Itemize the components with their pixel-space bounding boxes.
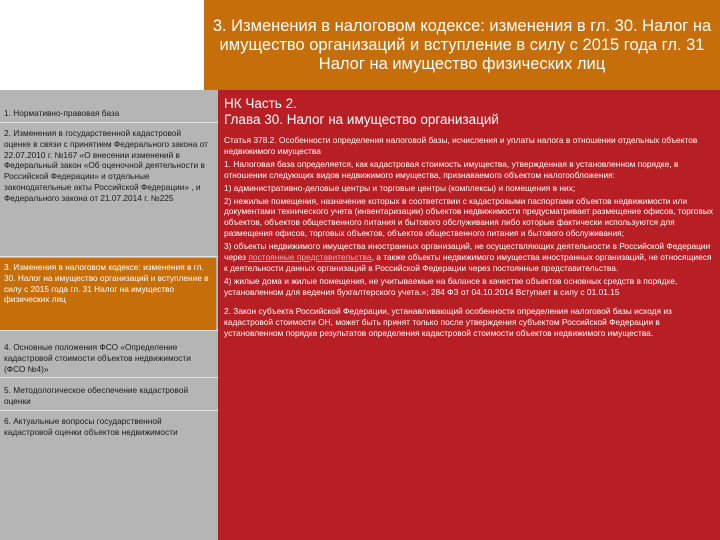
sidebar-item-current-issues[interactable]: 6. Актуальные вопросы государственной кадастровой оценки объектов недвижимости: [4, 416, 178, 437]
sidebar-item-legal-base[interactable]: 1. Нормативно-правовая база: [4, 108, 120, 118]
sidebar-item-tax-code-changes[interactable]: 3. Изменения в налоговом кодексе: изменения в гл. 30. Налог на имущество организаций и вступление в силу с 2015 года гл. 31 Налог на имущество физических лиц: [0, 258, 216, 330]
content-title-line1: НК Часть 2.: [224, 96, 297, 111]
header-banner: [204, 0, 720, 90]
sidebar-divider: [0, 122, 218, 123]
paragraph: 1. Налоговая база определяется, как кадастровая стоимость имущества, утвержденная в установленном порядке, в отношении следующих видов недвижимого имущества, признаваемого объектом налогообложения:: [224, 158, 679, 180]
text-segment: 3) объекты недвижимого имущества иностранных организаций, не осуществляющих деятельности в Российской Федерации через: [224, 241, 711, 263]
main-content: [218, 90, 720, 540]
paragraph: 2. Закон субъекта Российской Федерации, устанавливающий особенности определения налоговой базы исходя из кадастровой стоимости ОН, может быть принят только после утверждения субъектом Российской Федерации в установленном порядке результатов определения кадастровой стоимости объектов недвижимого имущества.: [224, 305, 672, 338]
paragraph: 4) жилые дома и жилые помещения, не учитываемые на балансе в качестве объектов основных средств в порядке, установленном для ведения бухгалтерского учета.»; 284 ФЗ от 04.10.2014 Вступает в силу с 01.01.15: [224, 275, 678, 297]
content-title-line2: Глава 30. Налог на имущество организаций: [224, 112, 499, 127]
sidebar-divider: [0, 377, 218, 378]
sidebar-divider: [0, 410, 218, 411]
header-spacer: [0, 0, 204, 90]
paragraph: 2) нежилые помещения, назначение которых в соответствии с кадастровыми паспортами объектов недвижимости или документами технического учета (инвентаризации) объектов недвижимости предусматривает размещение офисов, торговых объектов, объектов общественного питания и бытового обслуживания либо которые фактически используются для размещения офисов, торговых объектов, объектов общественного питания и бытового обслуживания;: [224, 195, 714, 239]
sidebar-nav: [0, 90, 218, 540]
sidebar-item-cadastral-changes[interactable]: 2. Изменения в государственной кадастровой оценке в связи с принятием Федерального закона от 22.07.2010 г. №167 «О внесении изменений в Федеральный закон «Об оценочной деятельности в Российской Федерации» и отдельные законодательные акты Российской Федерации» , и Федерального закона от 21.07.2014 г. №225: [4, 128, 208, 203]
sidebar-item-fso4[interactable]: 4. Основные положения ФСО «Определение кадастровой стоимости объектов недвижимости (ФСО №4)»: [4, 342, 191, 374]
slide-title: 3. Изменения в налоговом кодексе: изменения в гл. 30. Налог на имущество организаций и вступление в силу с 2015 года гл. 31 Налог на имущество физических лиц: [212, 16, 712, 73]
paragraph-foreign-orgs: [224, 241, 716, 274]
sidebar-divider: [0, 330, 218, 331]
sidebar-divider: [0, 256, 218, 257]
permanent-establishments-link[interactable]: постоянные представительства: [248, 252, 372, 263]
article-heading: Статья 378.2. Особенности определения налоговой базы, исчисления и уплаты налога в отношении отдельных объектов недвижимого имущества: [224, 135, 698, 156]
paragraph: 1) административно-деловые центры и торговые центры (комплексы) и помещения в них;: [224, 182, 576, 193]
sidebar-item-methodology[interactable]: 5. Методологическое обеспечение кадастровой оценки: [4, 385, 189, 406]
text-segment: , а также объекты недвижимого имущества иностранных организаций, не относящиеся к деятельности данных организаций в Российской Федерации через постоянные представительства.: [224, 252, 712, 273]
content-title: [224, 96, 714, 128]
content-body: [224, 135, 716, 340]
